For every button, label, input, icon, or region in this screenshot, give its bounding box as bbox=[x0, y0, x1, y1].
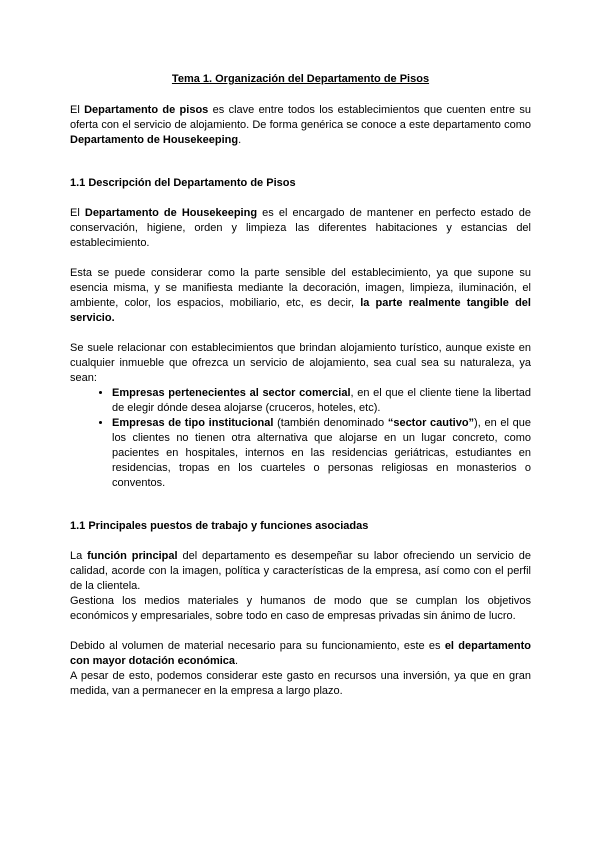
list-item-sector-comercial: • Empresas pertenecientes al sector comercial, en el que el cliente tiene la libertad de elegir dónde desea alojarse (cruceros, hoteles, etc). bbox=[112, 386, 531, 416]
page-title: Tema 1. Organización del Departamento de Pisos bbox=[171, 73, 430, 85]
paragraph-relacion: Se suele relacionar con establecimientos que brindan alojamiento turístico, aunque existe en cualquier inmueble que ofrezca un servicio de alojamiento, sea cual sea su naturaleza, ya sean: bbox=[70, 342, 531, 384]
paragraph-dotacion: Debido al volumen de material necesario para su funcionamiento, este es el departamento con mayor dotación económica. bbox=[70, 640, 531, 667]
paragraph-intro: El Departamento de pisos es clave entre todos los establecimientos que cuenten entre su oferta con el servicio de alojamiento. De forma genérica se conoce a este departamento como Departamento de Housekeeping. bbox=[70, 104, 531, 146]
paragraph-inversion: A pesar de esto, podemos considerar este gasto en recursos una inversión, ya que en gran medida, van a permanecer en la empresa a largo plazo. bbox=[70, 670, 531, 697]
paragraph-parte-sensible: Esta se puede considerar como la parte sensible del establecimiento, ya que supone su esencia misma, y se manifiesta mediante la decoración, imagen, limpieza, iluminación, el ambiente, color, los espacios, mobiliario, etc, es decir, la parte realmente tangible del servicio. bbox=[70, 267, 531, 324]
list-item-tipo-institucional: • Empresas de tipo institucional (también denominado “sector cautivo”), en el que los clientes no tienen otra alternativa que alojarse en un lugar concreto, como pacientes en hospitales, internos en las residencias geriátricas, estudiantes en residencias, tropas en los cuarteles o personas religiosas en monasterios o conventos. bbox=[112, 416, 531, 491]
section-heading-puestos: 1.1 Principales puestos de trabajo y funciones asociadas bbox=[70, 520, 369, 532]
section-heading-descripcion: 1.1 Descripción del Departamento de Pisos bbox=[70, 177, 296, 189]
paragraph-housekeeping: El Departamento de Housekeeping es el encargado de mantener en perfecto estado de conservación, higiene, orden y limpieza las diferentes habitaciones y estancias del establecimiento. bbox=[70, 207, 531, 249]
paragraph-funcion-principal: La función principal del departamento es desempeñar su labor ofreciendo un servicio de calidad, acorde con la imagen, política y características de la empresa, así como con el perfil de la clientela. bbox=[70, 550, 531, 592]
bullet-list bbox=[70, 386, 531, 491]
paragraph-gestiona: Gestiona los medios materiales y humanos de modo que se cumplan los objetivos económicos y empresariales, sobre todo en caso de empresas privadas sin ánimo de lucro. bbox=[70, 595, 531, 622]
